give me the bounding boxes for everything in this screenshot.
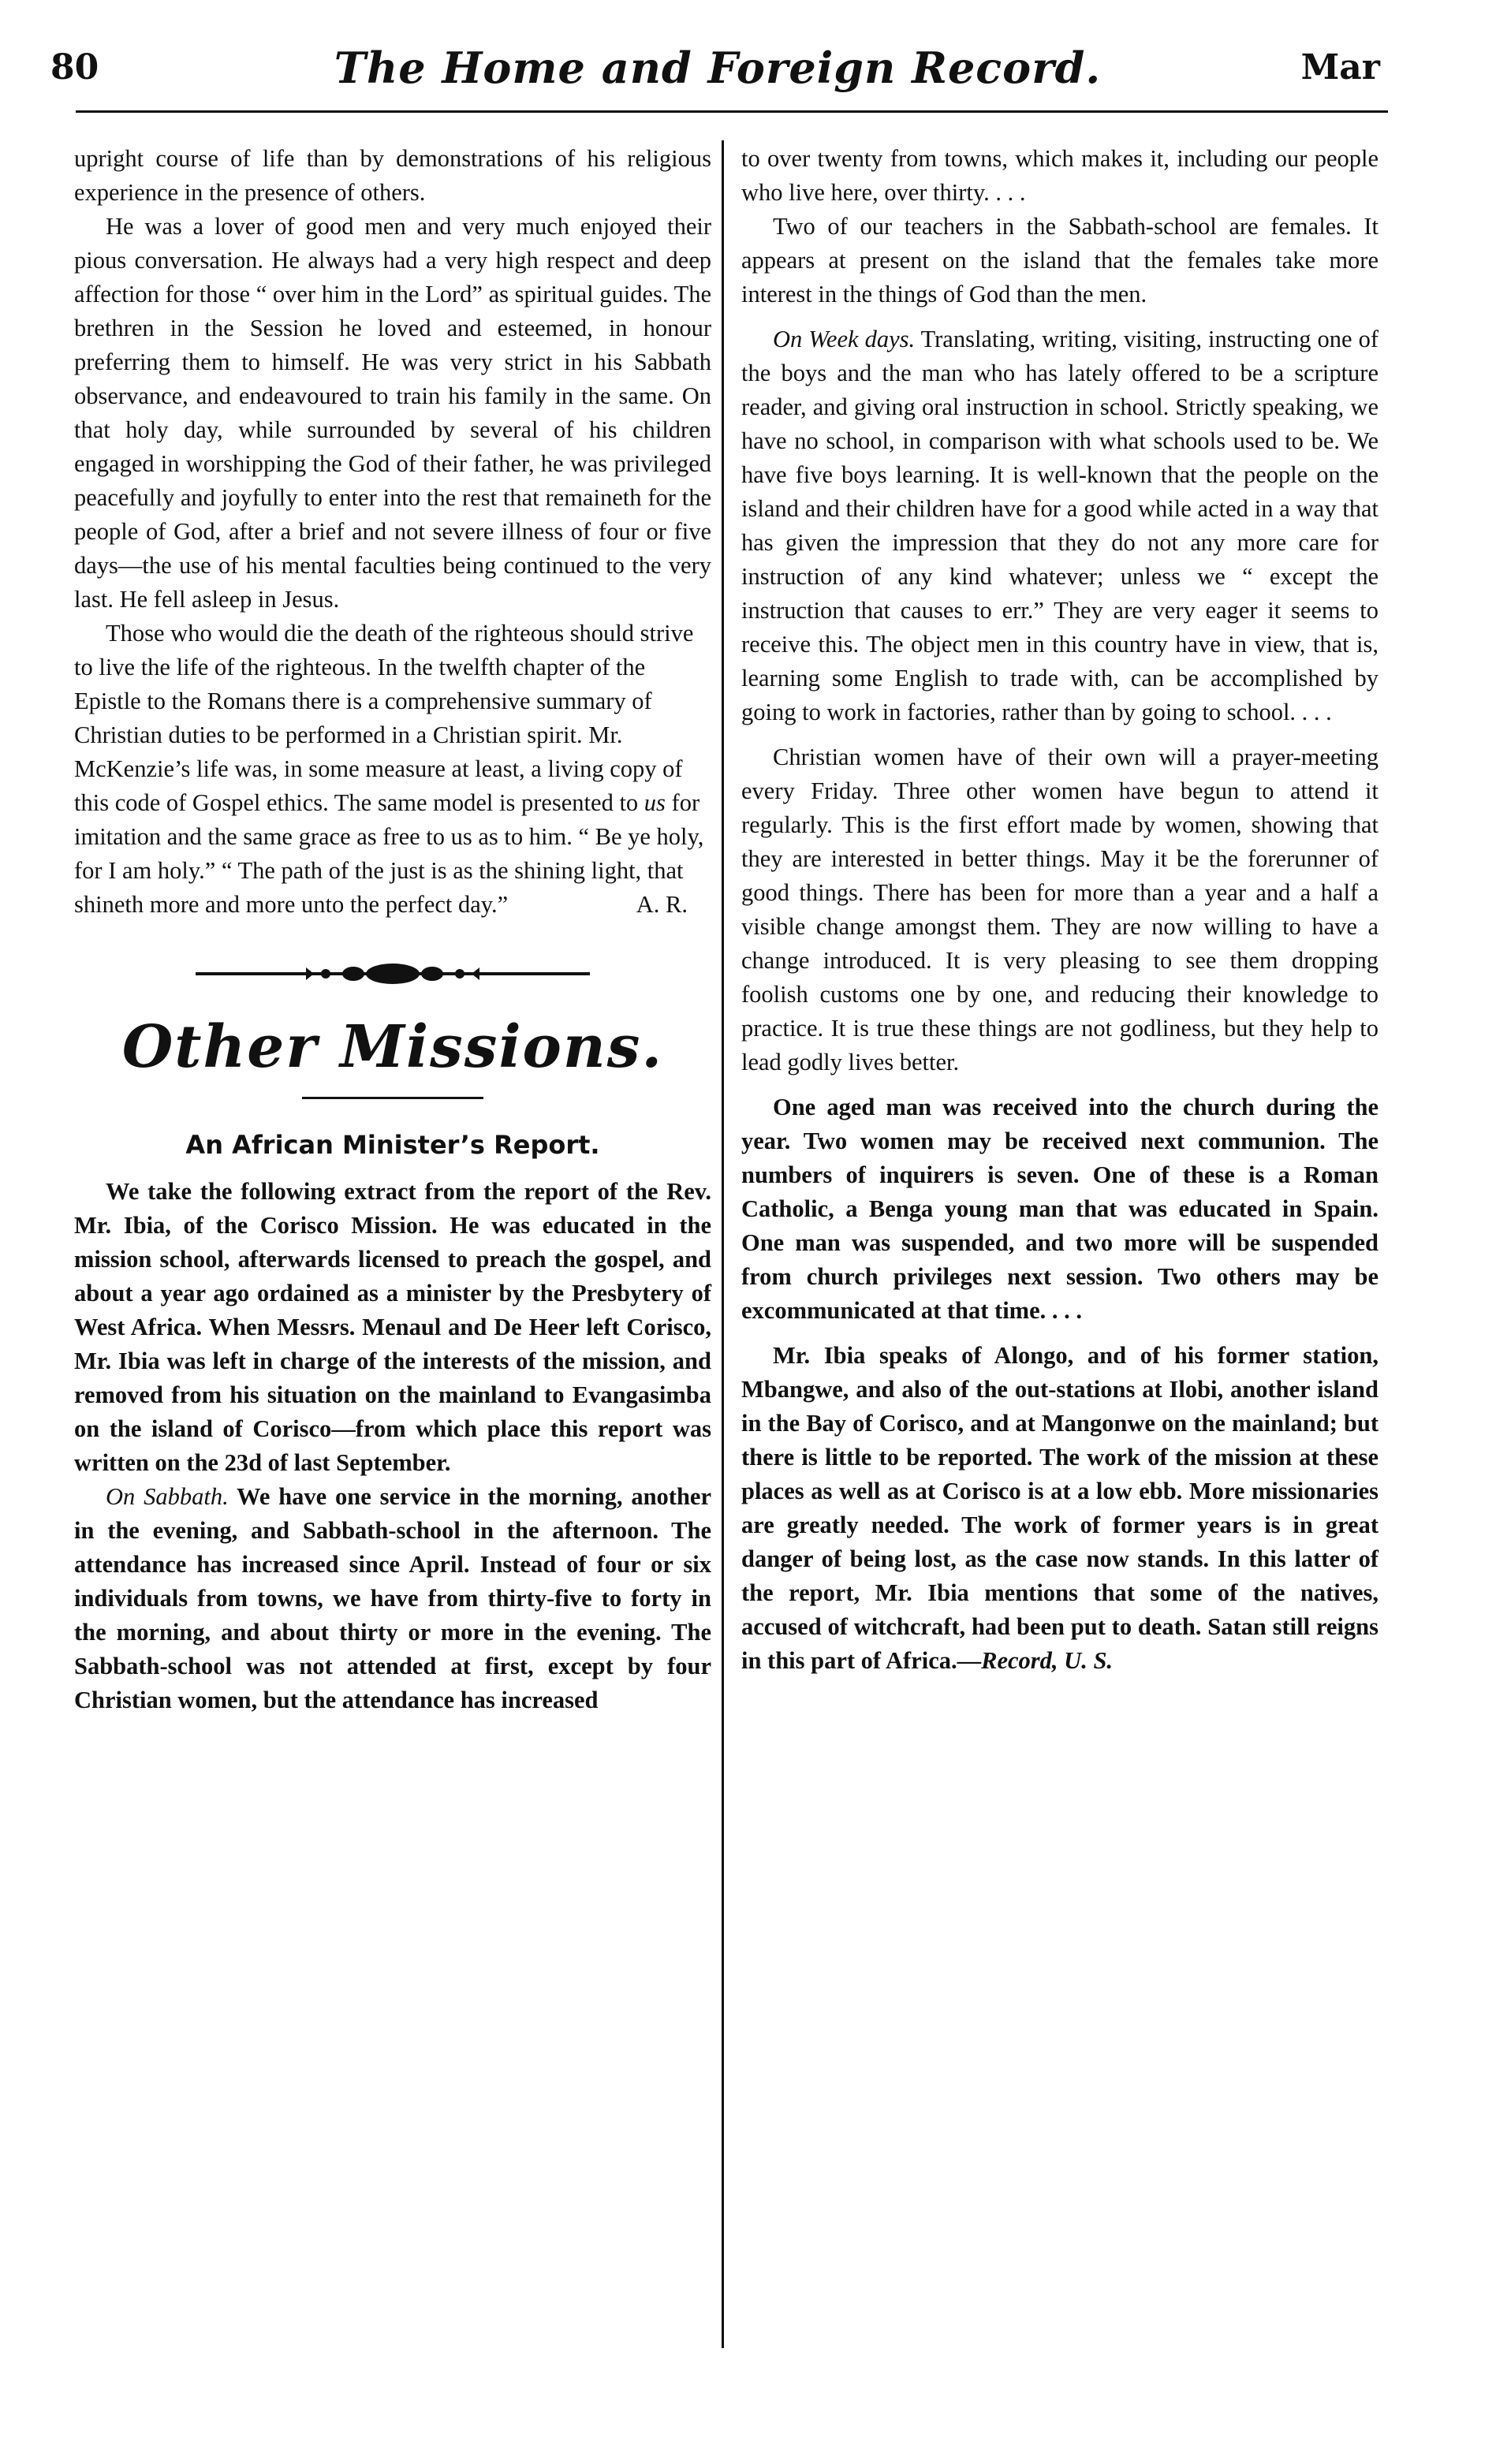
paragraph-text: Translating, writing, visiting, instructing one of the boys and the man who has lately offered to be a scripture reader, and giving oral instruction in school. Strictly speaking, we have no school, in comparison with what schools used to be. We have five boys learning. It is well-known that the people on the island and their children have for a good while acted in a way that has given the impression that they do not any more care for instruction of any kind whatever; unless we “ except the instruction that causes to err.” They are very eager it seems to receive this. The object men in this country have in view, that is, learning some English to trade with, can be accomplished by going to work in factories, rather than by going to school. . . .	[741, 326, 1378, 725]
paragraph: upright course of life than by demonstrations of his religious experience in the presence of others.	[74, 145, 711, 206]
issue-month: Mar	[1300, 47, 1380, 88]
page-header	[47, 43, 1388, 110]
journal-title: The Home and Foreign Record.	[334, 43, 1102, 93]
author-initials: A. R.	[636, 891, 688, 918]
paragraph: He was a lover of good men and very much enjoyed their pious conversation. He always had a very high respect and deep affection for those “ over him in the Lord” as spiritual guides. The brethren in the Session he loved and esteemed, in honour preferring them to himself. He was very strict in his Sabbath observance, and endeavoured to train his family in the same. On that holy day, while surrounded by several of his children engaged in worshipping the God of their father, he was privileged peacefully and joyfully to enter into the rest that remaineth for the people of God, after a brief and not severe illness of four or five days—the use of his mental faculties being continued to the very last. He fell asleep in Jesus.	[74, 213, 711, 613]
left-column	[74, 142, 711, 1717]
ornament-icon	[196, 960, 590, 988]
right-column	[741, 142, 1378, 1678]
paragraph: One aged man was received into the church during the year. Two women may be received next communion. The numbers of inquirers is seven. One of these is a Roman Catholic, a Benga young man that was educated in Spain. One man was suspended, and two more will be suspended from church privileges next session. Two others may be excommunicated at that time. . . .	[741, 1094, 1378, 1324]
run-in-heading: On Sabbath.	[106, 1483, 229, 1510]
paragraph-text: Those who would die the death of the righteous should strive to live the life of the righteous. In the twelfth chapter of the Epistle to the Romans there is a comprehensive summary of Christian duties to be performed in a Christian spirit. Mr. McKenzie’s life was, in some measure at least, a living copy of this code of Gospel ethics. The same model is presented to	[74, 620, 694, 816]
paragraph-text: Mr. Ibia speaks of Alongo, and of his former station, Mbangwe, and also of the out-stations at Ilobi, another island in the Bay of Corisco, and at Mangonwe on the mainland; but there is little to be reported. The work of the mission at these places as well as at Corisco is at a low ebb. More missionaries are greatly needed. The work of former years is in great danger of being lost, as the case now stands. In this latter of the report, Mr. Ibia mentions that some of the natives, accused of witchcraft, had been put to death. Satan still reigns in this part of Africa.—	[741, 1342, 1378, 1674]
paragraph	[74, 1480, 711, 1717]
ornament-divider	[74, 960, 711, 988]
run-in-heading: On Week days.	[773, 326, 916, 352]
source-citation: Record, U. S.	[981, 1647, 1114, 1674]
column-divider	[722, 140, 724, 2348]
paragraph	[74, 617, 711, 922]
paragraph-text: We have one service in the morning, another in the evening, and Sabbath-school in the afternoon. The attendance has increased since April. Instead of four or six individuals from towns, we have from thirty-five to forty in the morning, and about thirty or more in the evening. The Sabbath-school was not attended at first, except by four Christian women, but the attendance has increased	[74, 1483, 711, 1713]
paragraph: Christian women have of their own will a prayer-meeting every Friday. Three other women have begun to attend it regularly. This is the first effort made by women, showing that they are interested in better things. May it be the forerunner of good things. There has been for more than a year and a half a visible change amongst them. They are now willing to have a change introduced. It is very pleasing to see them dropping foolish customs one by one, and reducing their knowledge to practice. It is true these things are not godliness, but they help to lead godly lives better.	[741, 744, 1378, 1075]
paragraph-text: for imitation and the same grace as free to us as to him. “ Be ye holy, for I am holy.” “ The path of the just is as the shining light, that shineth more and more unto the perfect day.”	[74, 789, 704, 918]
article-body-continued	[741, 1090, 1378, 1678]
paragraph: We take the following extract from the report of the Rev. Mr. Ibia, of the Corisco Mission. He was educated in the mission school, afterwards licensed to preach the gospel, and about a year ago ordained as a minister by the Presbytery of West Africa. When Messrs. Menaul and De Heer left Corisco, Mr. Ibia was left in charge of the interests of the mission, and removed from his situation on the mainland to Evangasimba on the island of Corisco—from which place this report was written on the 23d of last September.	[74, 1178, 711, 1476]
title-rule	[302, 1097, 483, 1099]
section-title: Other Missions.	[121, 1013, 664, 1081]
article-title: An African Minister’s Report.	[185, 1130, 600, 1160]
page-number: 80	[50, 47, 99, 88]
header-rule	[76, 110, 1388, 113]
emphasis: us	[644, 789, 666, 816]
paragraph	[741, 1339, 1378, 1678]
paragraph: to over twenty from towns, which makes it, including our people who live here, over thirty. . . .	[741, 145, 1378, 206]
article-body	[74, 1175, 711, 1717]
paragraph	[741, 322, 1378, 729]
paragraph: Two of our teachers in the Sabbath-school are females. It appears at present on the island that the females take more interest in the things of God than the men.	[741, 213, 1378, 308]
